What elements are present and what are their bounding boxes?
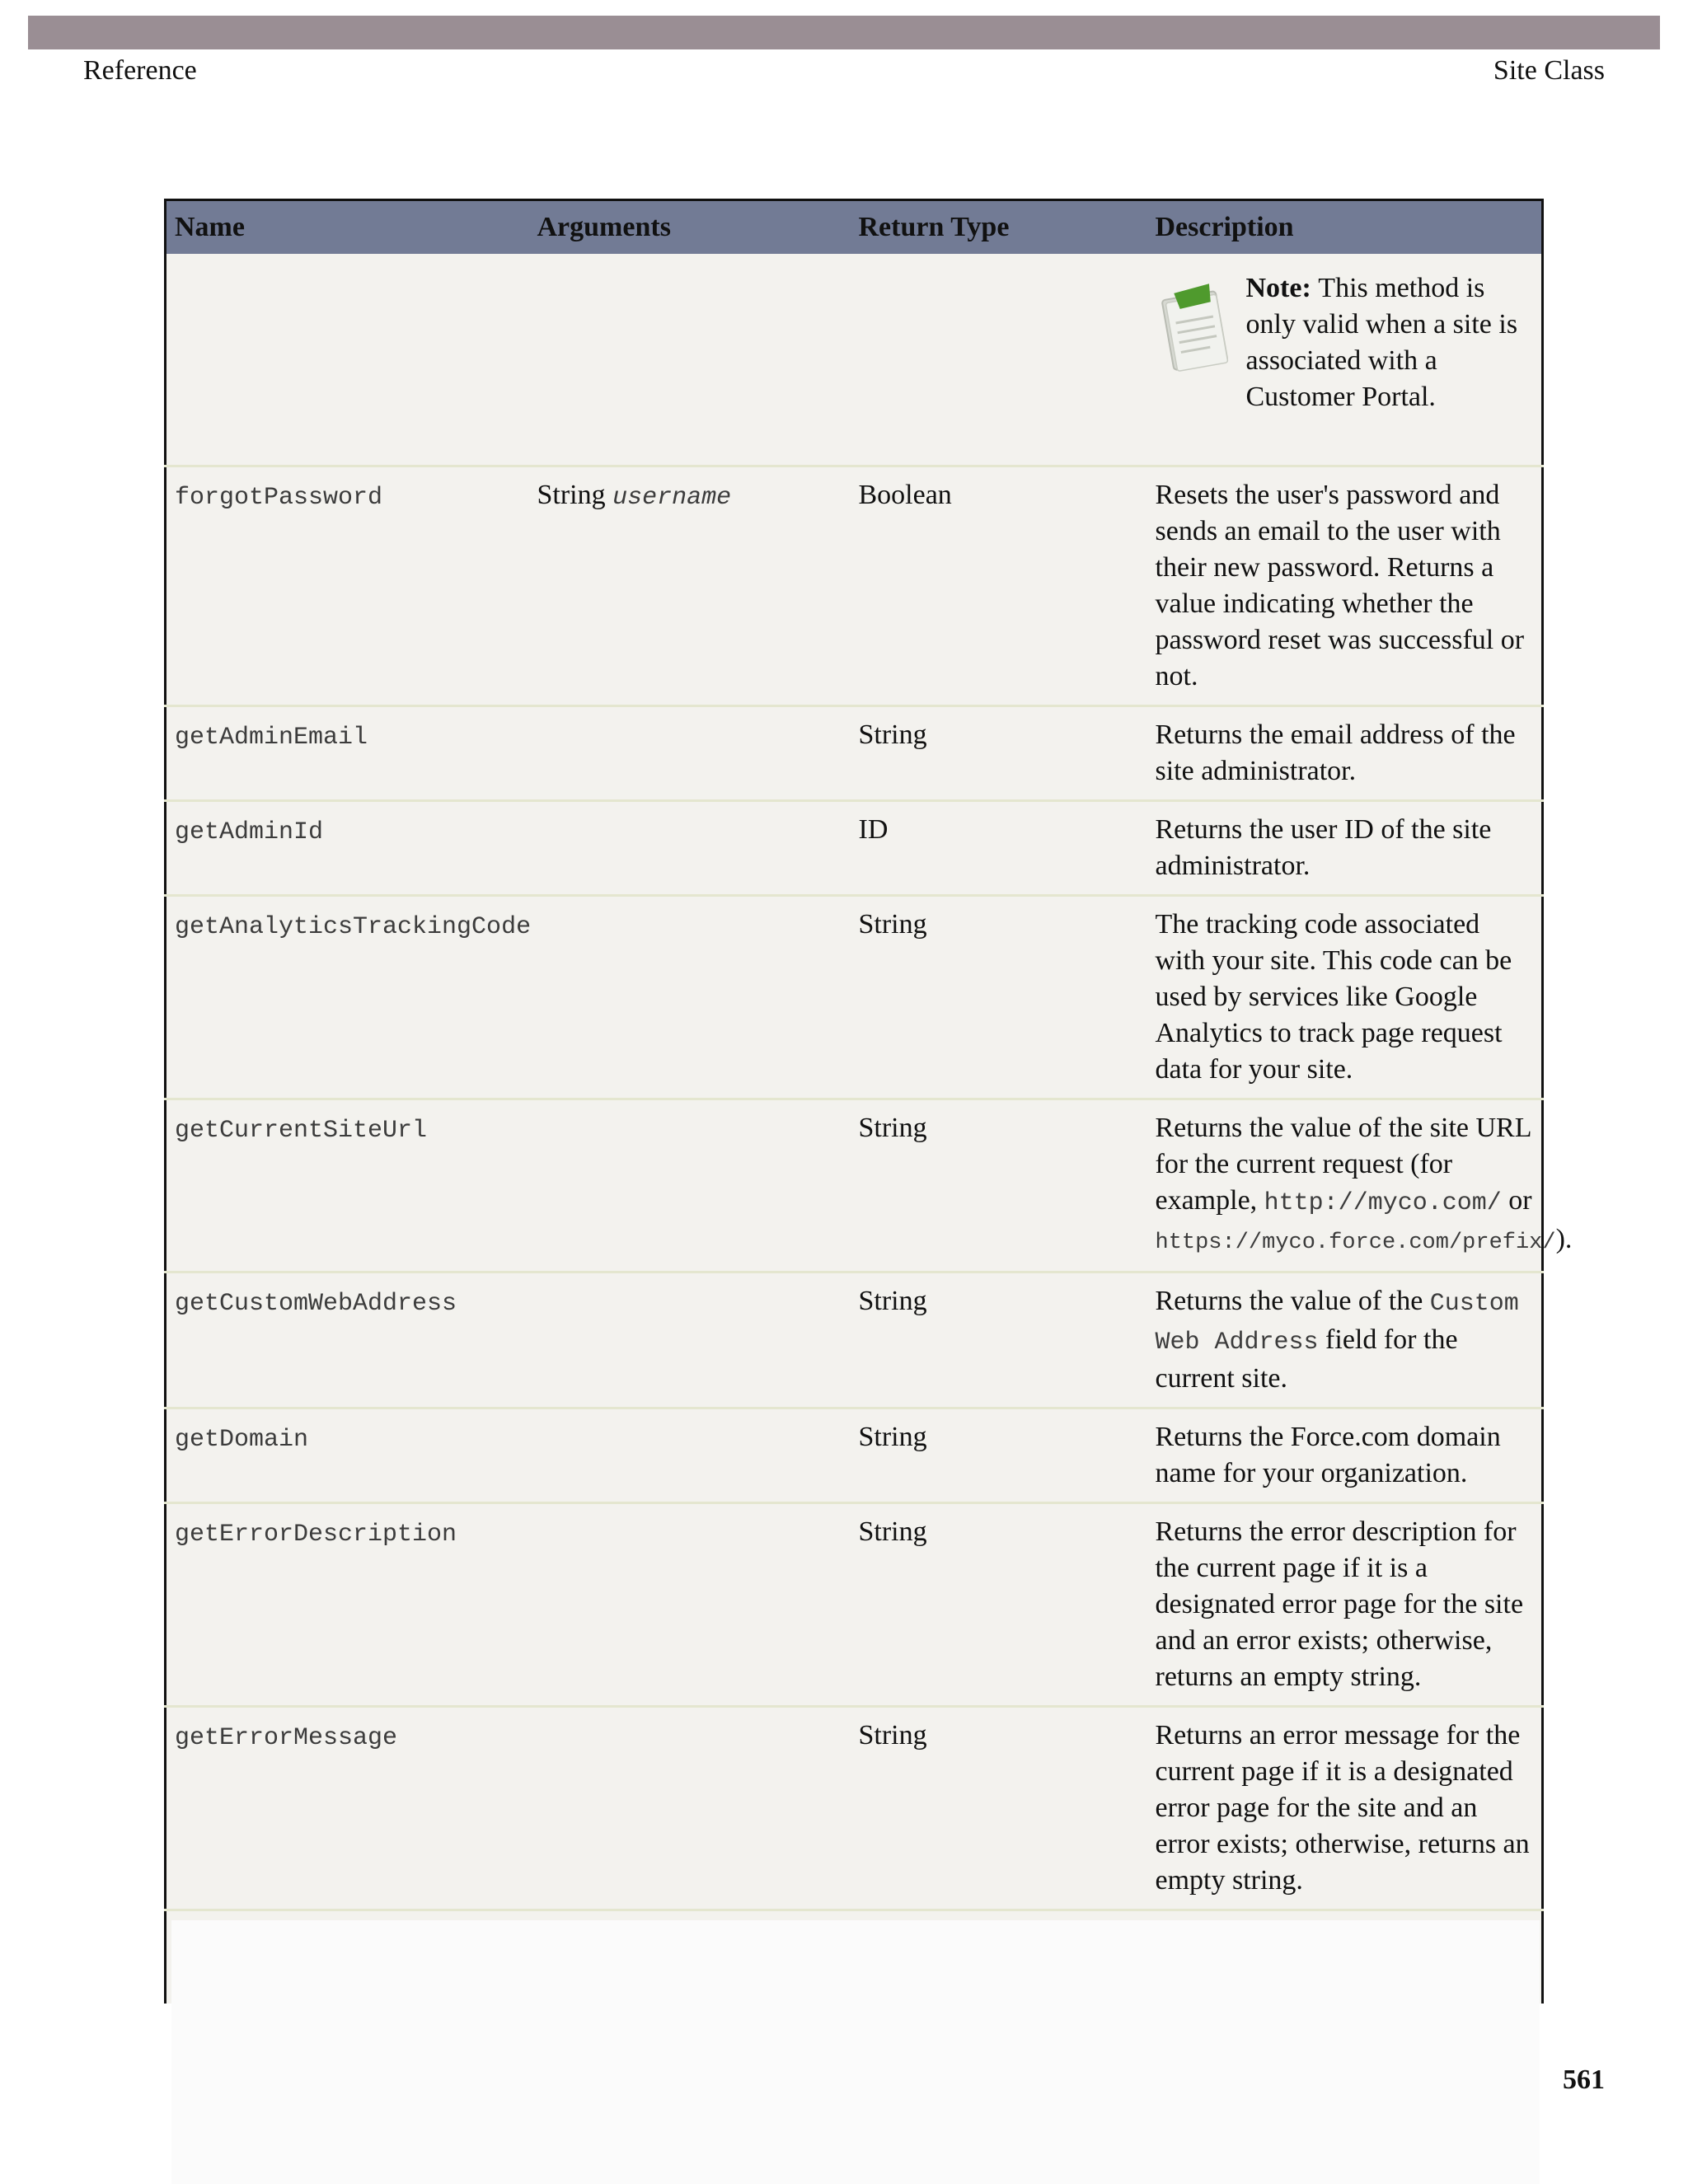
running-header-right: Site Class [1493,55,1605,86]
method-name: getCustomWebAddress [175,1290,457,1318]
table-row [166,896,1543,1099]
return-type: String [851,1503,1147,1707]
table-row [166,1099,1543,1272]
return-type: String [851,1099,1147,1272]
method-description: Returns the user ID of the site administrator. [1147,801,1543,896]
column-header-return-type: Return Type [851,200,1147,255]
field-name-code: Custom Web Address [1155,1290,1519,1357]
table-row [166,706,1543,801]
method-description: Returns an error message for the current page if it is a designated error page for the site and an error exists; otherwise, returns an empty string. [1147,1707,1543,1910]
top-bar [28,16,1660,49]
table-row [166,1503,1543,1707]
method-name: forgotPassword [175,484,383,512]
method-description: Returns the email address of the site administrator. [1147,706,1543,801]
column-header-name: Name [166,200,529,255]
example-url-code: https://myco.force.com/prefix/ [1155,1230,1556,1255]
method-description: Resets the user's password and sends an email to the user with their new password. Returns a value indicating whether the password reset was successful or not. [1147,466,1543,706]
method-name: getCurrentSiteUrl [175,1117,428,1145]
return-type: ID [851,801,1147,896]
argument-name: username [612,484,732,512]
page-number: 561 [1563,2064,1605,2095]
method-name: getAnalyticsTrackingCode [175,913,532,941]
table-row [166,1707,1543,1910]
method-description: Returns the value of the Custom Web Address field for the current site. [1147,1272,1543,1408]
method-description: Returns the value of the site URL for the current request (for example, http://myco.com/ or https://myco.force.com/prefix/). [1147,1099,1543,1272]
note-body: This method is only valid when a site is associated with a Customer Portal. [1245,273,1518,412]
method-description: The tracking code associated with your site. This code can be used by services like Google Analytics to track page request data for your site. [1147,896,1543,1099]
argument-type: String [537,480,606,510]
method-description: Returns the error description for the current page if it is a designated error page for the site and an error exists; otherwise, returns an empty string. [1147,1503,1543,1707]
page-bottom-area [171,1920,1540,2184]
note-label: Note: [1245,273,1311,303]
table-row [166,466,1543,706]
method-name: getAdminEmail [175,724,368,752]
method-name: getDomain [175,1426,309,1454]
table-row [166,801,1543,896]
return-type: String [851,896,1147,1099]
return-type: String [851,1272,1147,1408]
return-type: String [851,706,1147,801]
note-icon [1156,282,1235,374]
note-text [1246,270,1537,415]
method-description: Returns the Force.com domain name for your organization. [1147,1408,1543,1503]
return-type: String [851,1408,1147,1503]
note-block [1156,264,1537,455]
table-row-note [166,254,1543,466]
table-header-row [166,200,1543,255]
return-type: Boolean [851,466,1147,706]
methods-table-container [164,199,1573,2004]
methods-table [164,199,1573,2004]
method-name: getErrorMessage [175,1724,398,1752]
example-url-code: http://myco.com/ [1264,1189,1502,1217]
column-header-arguments: Arguments [529,200,851,255]
note-cell [1147,254,1543,466]
method-name: getAdminId [175,818,324,846]
running-header-left: Reference [83,55,197,86]
column-header-description: Description [1147,200,1543,255]
table-row [166,1408,1543,1503]
return-type: String [851,1707,1147,1910]
method-name: getErrorDescription [175,1521,457,1549]
table-row [166,1272,1543,1408]
